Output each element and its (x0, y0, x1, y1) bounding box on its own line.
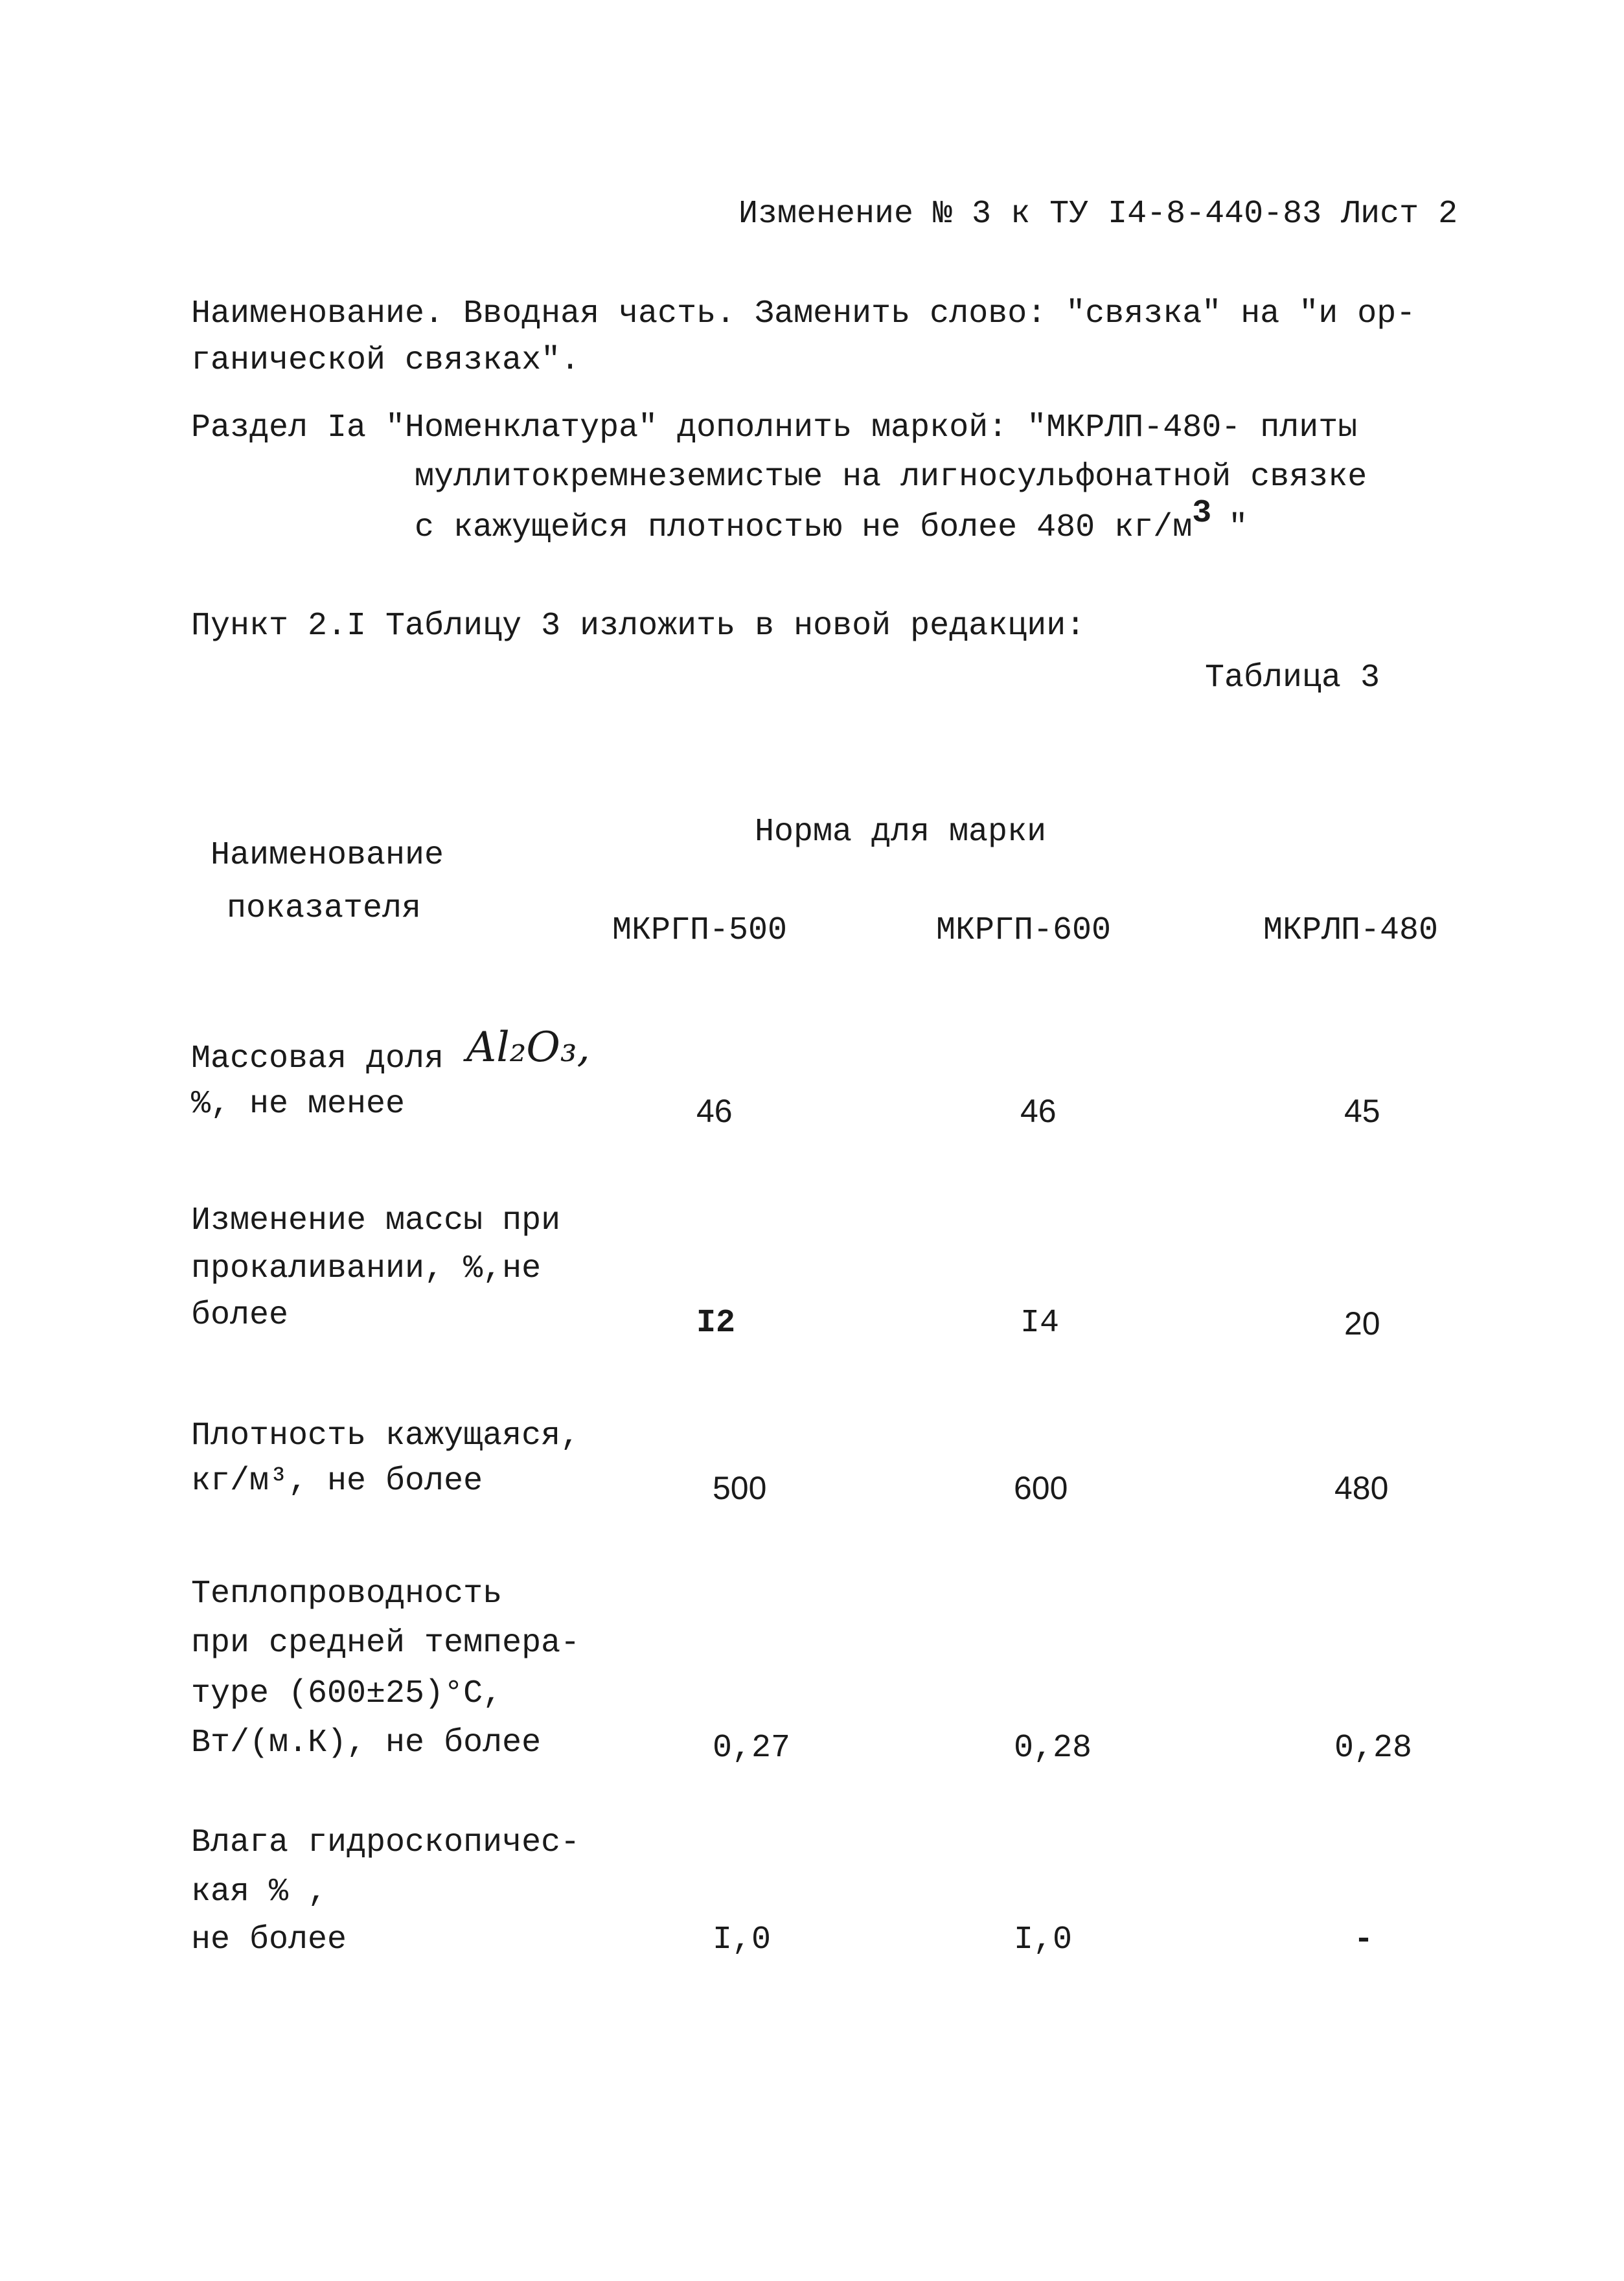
row-1-value-2: 46 (1020, 1093, 1057, 1129)
row-2-label-line-3: более (191, 1297, 289, 1334)
row-4-label-line-2: при средней темпера- (191, 1625, 580, 1662)
row-5-label-line-2: кая % , (191, 1874, 328, 1910)
row-3-value-2: 600 (1014, 1470, 1068, 1506)
section1a-line-3-end: " (1228, 509, 1248, 546)
row-3-value-3: 480 (1334, 1470, 1389, 1506)
row-1-label-line-2: %, не менее (191, 1086, 406, 1123)
item-2-1: Пункт 2.I Таблицу 3 изложить в новой редакции: (191, 608, 1086, 645)
row-2-value-1: I2 (696, 1305, 736, 1342)
intro-line-1: Наименование. Вводная часть. Заменить слово: "связка" на "и ор- (191, 295, 1416, 332)
section1a-line-1: Раздел Iа "Номенклатура" дополнить маркой: "МКРЛП-480- плиты (191, 409, 1358, 446)
row-4-label-line-3: туре (600±25)°С, (191, 1675, 503, 1712)
row-1-label-line-1: Массовая доля (191, 1040, 444, 1077)
row-5-value-1: I,0 (713, 1921, 772, 1958)
row-2-value-2: I4 (1020, 1305, 1060, 1342)
row-2-label-line-1: Изменение массы при (191, 1202, 561, 1239)
table-header-norm: Норма для марки (755, 814, 1047, 851)
row-3-label-line-2: кг/м³, не более (191, 1463, 483, 1500)
row-3-value-1: 500 (713, 1470, 767, 1506)
row-5-label-line-3: не более (191, 1921, 347, 1958)
table-header-name-1: Наименование (211, 837, 444, 874)
row-5-value-2: I,0 (1014, 1921, 1073, 1958)
section1a-line-3-sup: 3 (1192, 495, 1212, 532)
row-1-value-1: 46 (696, 1093, 733, 1129)
row-3-label-line-1: Плотность кажущаяся, (191, 1417, 580, 1454)
row-4-value-1: 0,27 (713, 1730, 791, 1767)
row-2-label-line-2: прокаливании, %,не (191, 1250, 542, 1287)
table-col-2: МКРГП-600 (936, 912, 1112, 949)
intro-line-2: ганической связках". (191, 342, 580, 379)
row-4-label-line-4: Вт/(м.К), не более (191, 1725, 542, 1761)
table-col-1: МКРГП-500 (612, 912, 788, 949)
section1a-line-3-text: с кажущейся плотностью не более 480 кг/м (415, 509, 1193, 546)
section1a-line-3 (415, 495, 1248, 546)
row-4-label-line-1: Теплопроводность (191, 1576, 503, 1612)
row-1-formula: Al₂O₃, (466, 1024, 590, 1072)
row-4-value-3: 0,28 (1334, 1730, 1413, 1767)
section1a-line-2: муллитокремнеземистые на лигносульфонатной связке (415, 459, 1367, 496)
row-2-value-3: 20 (1344, 1305, 1380, 1342)
document-header: Изменение № 3 к ТУ I4-8-440-83 Лист 2 (738, 196, 1458, 233)
table-caption: Таблица 3 (1205, 659, 1380, 696)
table-col-3: МКРЛП-480 (1263, 912, 1439, 949)
row-1-value-3: 45 (1344, 1093, 1380, 1129)
row-5-label-line-1: Влага гидроскопичес- (191, 1824, 580, 1861)
row-5-value-3: - (1354, 1921, 1374, 1958)
row-4-value-2: 0,28 (1014, 1730, 1092, 1767)
table-header-name-2: показателя (227, 890, 422, 927)
